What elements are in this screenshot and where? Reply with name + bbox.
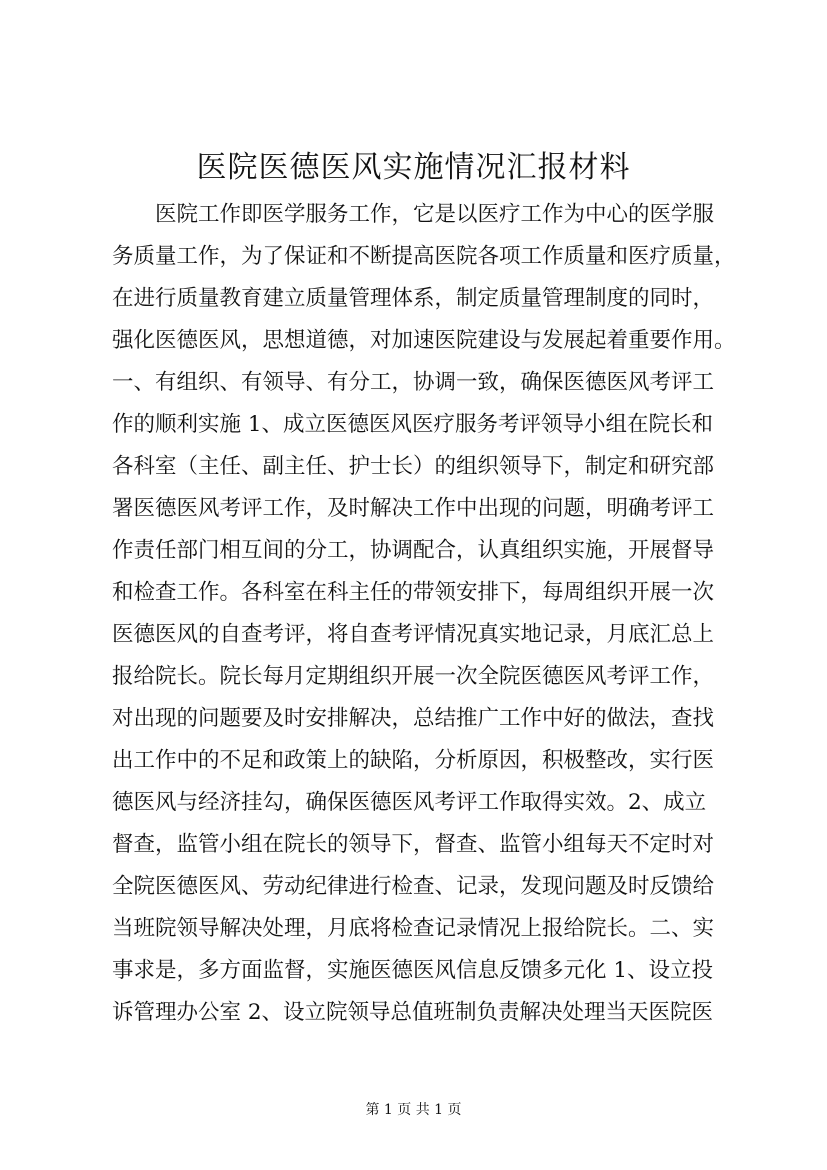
- body-line: 报给院长。院长每月定期组织开展一次全院医德医风考评工作，: [112, 664, 715, 689]
- body-line: 当班院领导解决处理，月底将检查记录情况上报给院长。二、实: [112, 916, 715, 941]
- body-line: 督查，监管小组在院长的领导下，督查、监管小组每天不定时对: [112, 832, 715, 857]
- body-line: 在进行质量教育建立质量管理体系，制定质量管理制度的同时，: [112, 286, 715, 311]
- body-line: 对出现的问题要及时安排解决，总结推广工作中好的做法，查找: [112, 706, 715, 731]
- body-line: 德医风与经济挂勾，确保医德医风考评工作取得实效。2、成立: [112, 790, 707, 815]
- body-line: 强化医德医风，思想道德，对加速医院建设与发展起着重要作用。: [112, 328, 736, 353]
- body-line: 作的顺利实施 1、成立医德医风医疗服务考评领导小组在院长和: [112, 412, 714, 437]
- body-line: 一、有组织、有领导、有分工，协调一致，确保医德医风考评工: [112, 370, 715, 395]
- body-line: 全院医德医风、劳动纪律进行检查、记录，发现问题及时反馈给: [112, 874, 715, 899]
- body-line: 事求是，多方面监督，实施医德医风信息反馈多元化 1、设立投: [112, 958, 714, 983]
- document-body: [112, 194, 740, 1034]
- body-line: 出工作中的不足和政策上的缺陷，分析原因，积极整改，实行医: [112, 748, 715, 773]
- body-line: 诉管理办公室 2、设立院领导总值班制负责解决处理当天医院医: [112, 1000, 714, 1025]
- body-line: 医德医风的自查考评，将自查考评情况真实地记录，月底汇总上: [112, 622, 715, 647]
- body-line: 务质量工作，为了保证和不断提高医院各项工作质量和医疗质量，: [112, 244, 736, 269]
- page-footer: 第 1 页 共 1 页: [365, 1102, 462, 1118]
- document-title: 医院医德医风实施情况汇报材料: [196, 150, 631, 185]
- body-line: 署医德医风考评工作，及时解决工作中出现的问题，明确考评工: [112, 496, 715, 521]
- body-line: 医院工作即医学服务工作，它是以医疗工作为中心的医学服: [155, 202, 715, 227]
- body-line: 作责任部门相互间的分工，协调配合，认真组织实施，开展督导: [112, 538, 715, 563]
- body-line: 和检查工作。各科室在科主任的带领安排下，每周组织开展一次: [112, 580, 715, 605]
- body-line: 各科室（主任、副主任、护士长）的组织领导下，制定和研究部: [112, 454, 715, 479]
